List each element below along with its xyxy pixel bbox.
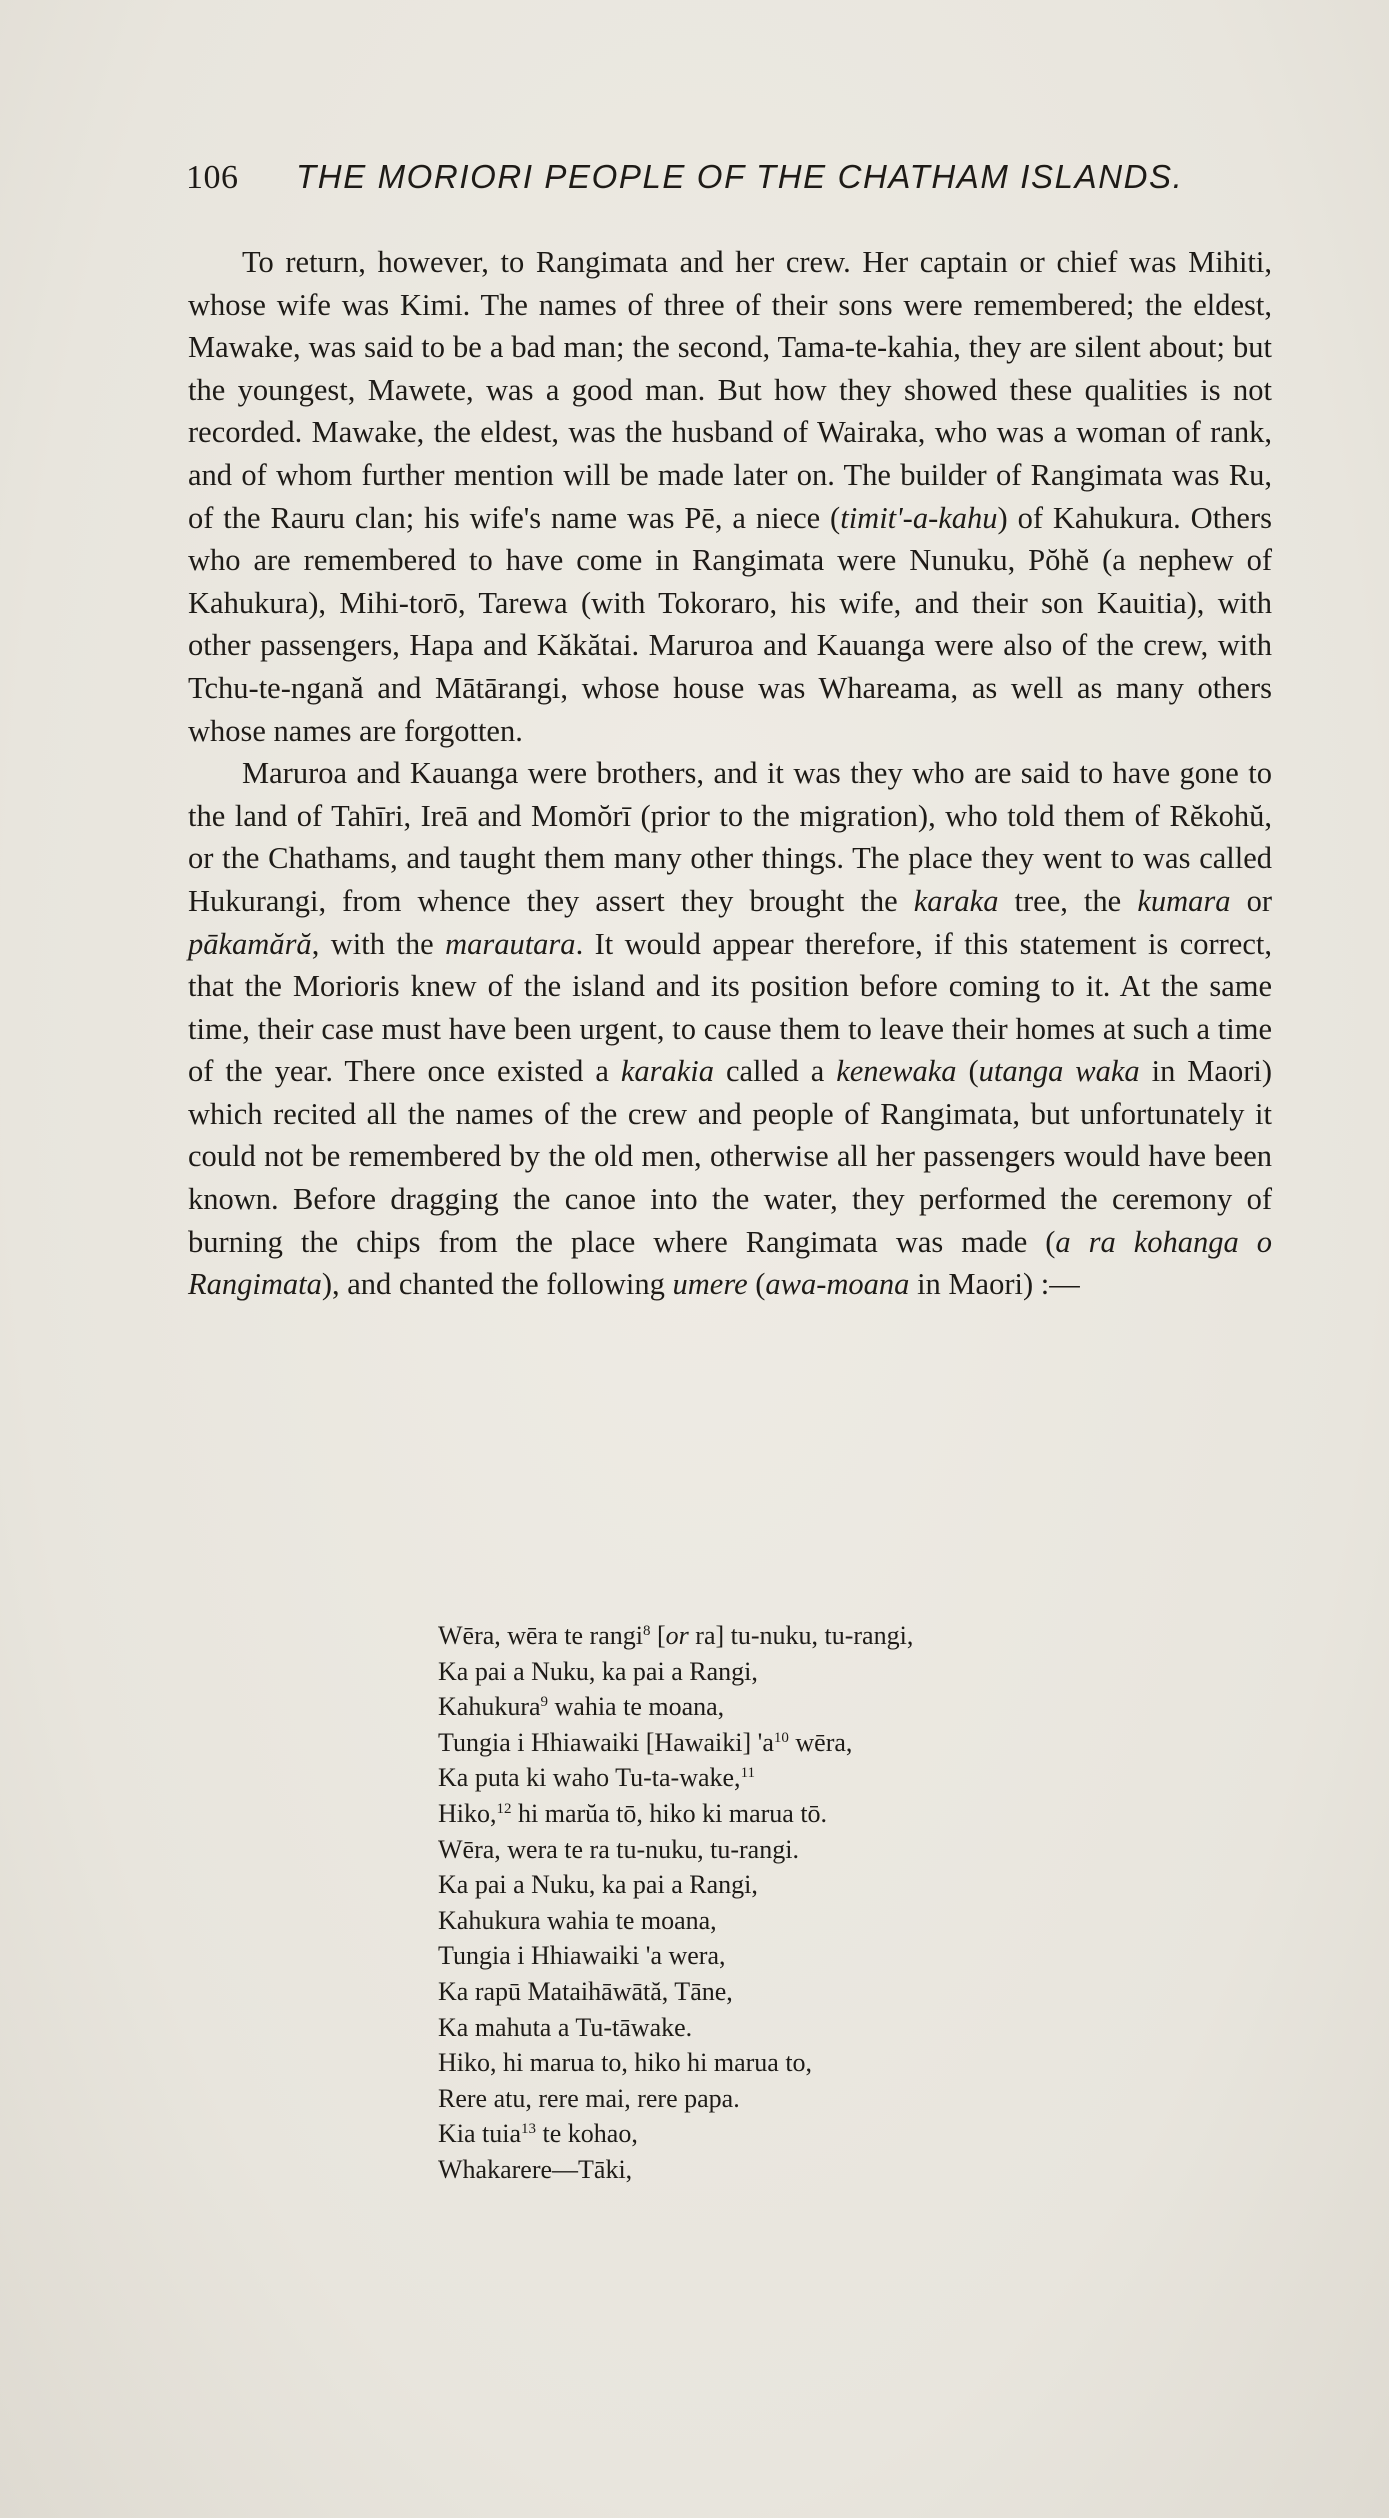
chant-line xyxy=(438,1760,1198,1796)
chant-line xyxy=(438,1725,1198,1761)
italic-term: marautara xyxy=(445,926,576,961)
text-run: called a xyxy=(714,1054,837,1089)
text-run: ) of Kahukura. Others who are remembered to have come in Rangimata were Nunuku, Pŏhĕ (a nephew of Kahukura), Mihi-torō, Tarewa (with Tokoraro, his wife, and their son Kauitia), with other passengers, Hapa and Kăkătai. Maruroa and Kauanga were also of the crew, with Tchu-te-ngană and Mātārangi, whose house was Whareama, as well as many others whose names are forgotten. xyxy=(188,500,1272,748)
chant-line xyxy=(438,1796,1198,1832)
footnote-marker: 9 xyxy=(540,1694,549,1711)
chant-line: Ka mahuta a Tu-tāwake. xyxy=(438,2012,693,2042)
text-run: , with the xyxy=(311,926,446,961)
chant-text: Tungia i Hhiawaiki [Hawaiki] 'a xyxy=(438,1727,774,1757)
italic-term: a ra kohanga o Rangimata xyxy=(188,1224,1272,1302)
chant-line: Tungia i Hhiawaiki 'a wera, xyxy=(438,1941,726,1971)
chant-line xyxy=(438,1618,1198,1654)
chant-text: Wēra, wēra te rangi xyxy=(438,1621,643,1650)
chant-text: te kohao, xyxy=(536,2119,638,2149)
chant-line: Ka pai a Nuku, ka pai a Rangi, xyxy=(438,1870,758,1900)
chant-text: Kia tuia xyxy=(438,2119,522,2149)
italic-term: karakia xyxy=(620,1054,715,1089)
chant-line: Ka pai a Nuku, ka pai a Rangi, xyxy=(438,1656,758,1686)
chant-line xyxy=(438,2116,1198,2152)
chant-line xyxy=(438,1689,1198,1725)
chant-line: Kahukura wahia te moana, xyxy=(438,1905,717,1935)
chant-text: [ xyxy=(650,1621,666,1650)
text-run: . It would appear therefore, if this statement is correct, that the Morioris knew of the island and its position before coming to it. At the same time, their case must have been urgent, to cause them to leave their homes at such a time of the year. There once existed a xyxy=(188,926,1272,1089)
footnote-marker: 8 xyxy=(642,1623,651,1639)
italic-term: kumara xyxy=(1137,883,1231,918)
text-run: in Maori) :— xyxy=(909,1267,1080,1302)
italic-term: pākamără xyxy=(188,926,312,961)
italic-term: karaka xyxy=(913,883,999,918)
text-run: or xyxy=(1230,883,1272,918)
text-run: Maruroa and Kauanga were brothers, and it was they who are said to have gone to the land of Tahīri, Ireā and Momŏrī (prior to the migration), who told them of Rĕkohŭ, or the Chathams, and taught them many other things. The place they went to was called Hukurangi, from whence they assert they brought the xyxy=(188,756,1272,918)
chant-text: Kahukura xyxy=(438,1692,541,1722)
italic-term: kenewaka xyxy=(836,1054,957,1089)
footnote-marker: 12 xyxy=(496,1800,512,1817)
italic-term: timit'-a-kahu xyxy=(840,500,998,535)
chant-text: wahia te moana, xyxy=(548,1692,725,1722)
text-run: in Maori) which recited all the names of the crew and people of Rangimata, but unfortunately it could not be remembered by the old men, otherwise all her passengers would have been known. Before dragging the canoe into the water, they performed the ceremony of burning the chips from the place where Rangimata was made ( xyxy=(188,1054,1272,1259)
chant-line: Wēra, wera te ra tu-nuku, tu-rangi. xyxy=(438,1834,799,1864)
italic-term: umere xyxy=(672,1267,748,1302)
text-run: To return, however, to Rangimata and her crew. Her captain or chief was Mihiti, whose wife was Kimi. The names of three of their sons were remembered; the eldest, Mawake, was said to be a bad man; the second, Tama-te-kahia, they are silent about; but the youngest, Mawete, was a good man. But how they showed these qualities is not recorded. Mawake, the eldest, was the husband of Wairaka, who was a woman of rank, and of whom further mention will be made later on. The builder of Rangimata was Ru, of the Rauru clan; his wife's name was Pē, a niece ( xyxy=(188,245,1272,535)
chant-line: Hiko, hi marua to, hiko hi marua to, xyxy=(438,2048,813,2078)
chant-text: Hiko, xyxy=(438,1798,497,1828)
chant-line: Rere atu, rere mai, rere papa. xyxy=(438,2083,740,2113)
chant-text: Ka puta ki waho Tu-ta-wake, xyxy=(438,1763,741,1793)
chant-line: Ka rapū Mataihāwātă, Tāne, xyxy=(438,1976,733,2006)
page-header xyxy=(186,158,1206,208)
paragraph-1 xyxy=(188,241,1272,752)
paragraph-2 xyxy=(188,752,1272,1306)
footnote-marker: 10 xyxy=(773,1729,789,1746)
italic-term: utanga waka xyxy=(978,1054,1140,1089)
text-run: tree, the xyxy=(998,883,1138,918)
text-run: ( xyxy=(747,1267,766,1302)
running-title: THE MORIORI PEOPLE OF THE CHATHAM ISLANDS. xyxy=(296,158,1184,195)
page-number: 106 xyxy=(186,159,239,196)
chant-verse xyxy=(438,1618,1198,2188)
chant-line: Whakarere—Tāki, xyxy=(438,2154,633,2184)
body-text xyxy=(188,241,1272,1306)
footnote-marker: 11 xyxy=(740,1765,756,1782)
italic-term: awa-moana xyxy=(765,1267,910,1302)
text-run: ), and chanted the following xyxy=(321,1267,673,1302)
text-run: ( xyxy=(956,1054,979,1089)
chant-text: hi marŭa tō, hiko ki marua tō. xyxy=(511,1798,828,1828)
italic-term: or xyxy=(665,1621,689,1650)
footnote-marker: 13 xyxy=(521,2121,537,2138)
chant-text: wēra, xyxy=(788,1727,853,1757)
chant-text: ra] tu-nuku, tu-rangi, xyxy=(688,1621,914,1650)
